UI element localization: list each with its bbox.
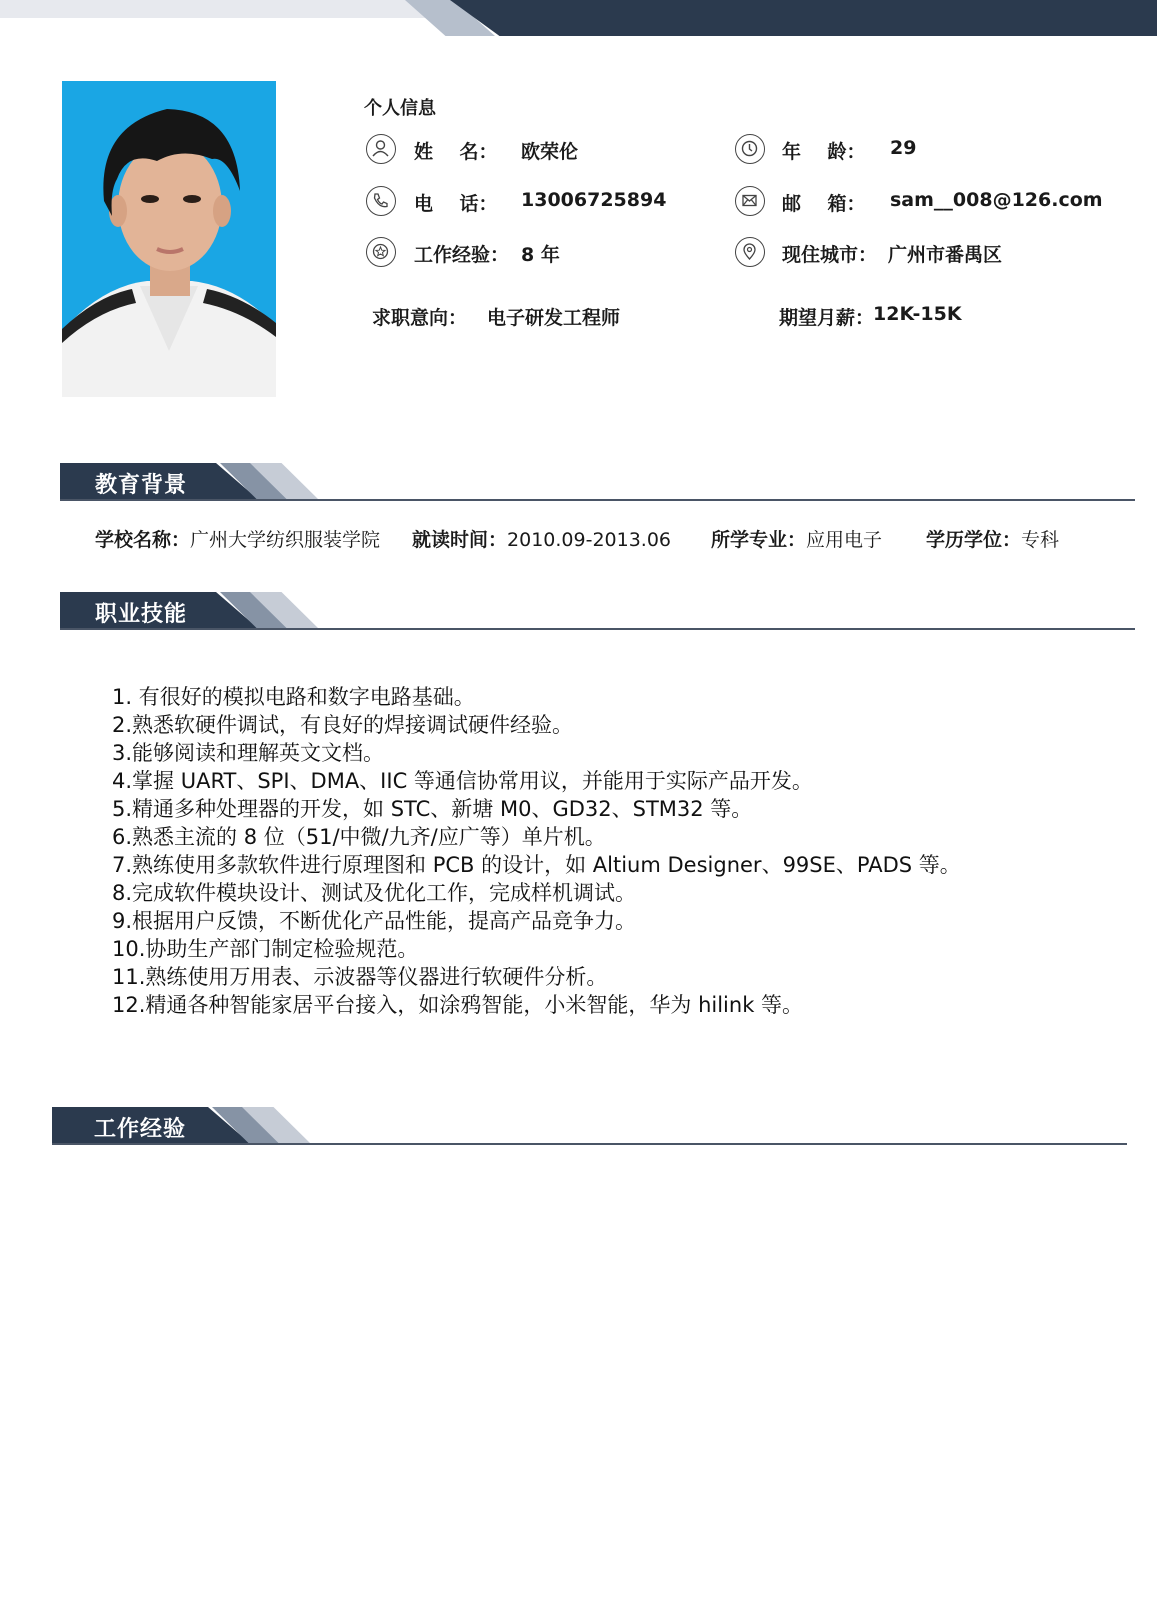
intent-value: 电子研发工程师: [487, 307, 621, 329]
profile-photo: [62, 81, 276, 397]
experience-label: 工作经验：: [414, 244, 510, 266]
period-field: [412, 525, 671, 552]
top-band-dark: [450, 0, 1157, 36]
school-label: 学校名称：: [95, 529, 191, 551]
period-value: 2010.09-2013.06: [507, 529, 672, 551]
skills-header: [60, 592, 360, 630]
intent-label: 求职意向：: [372, 307, 468, 329]
phone-icon: [366, 186, 396, 216]
email-label: 邮 箱：: [782, 193, 866, 215]
person-icon: [366, 134, 396, 164]
list-item: 3.能够阅读和理解英文文档。: [112, 741, 385, 765]
list-item: 8.完成软件模块设计、测试及优化工作，完成样机调试。: [112, 881, 637, 905]
salary-value: 12K-15K: [873, 303, 962, 325]
skills-divider: [60, 628, 1135, 630]
top-band-light: [0, 0, 470, 18]
list-item: 6.熟悉主流的 8 位（51/中微/九齐/应广等）单片机。: [112, 825, 606, 849]
work-divider: [52, 1143, 1127, 1145]
degree-label: 学历学位：: [926, 529, 1022, 551]
list-item: 5.精通多种处理器的开发，如 STC、新塘 M0、GD32、STM32 等。: [112, 797, 753, 821]
salary-label: 期望月薪：: [779, 307, 875, 329]
work-title: 工作经验: [94, 1117, 187, 1142]
list-item: 10.协助生产部门制定检验规范。: [112, 937, 419, 961]
experience-value: 8 年: [521, 244, 560, 266]
list-item: 9.根据用户反馈，不断优化产品性能，提高产品竞争力。: [112, 909, 637, 933]
school-value: 广州大学纺织服装学院: [190, 529, 381, 551]
major-label: 所学专业：: [711, 529, 807, 551]
city-label: 现住城市：: [782, 244, 878, 266]
skills-list: [112, 683, 961, 1019]
list-item: 12.精通各种智能家居平台接入，如涂鸦智能，小米智能，华为 hilink 等。: [112, 993, 804, 1017]
degree-field: [926, 525, 1059, 552]
list-item: 7.熟练使用多款软件进行原理图和 PCB 的设计，如 Altium Designer、99SE、PADS 等。: [112, 853, 961, 877]
education-divider: [60, 499, 1135, 501]
clock-icon: [735, 134, 765, 164]
period-label: 就读时间：: [412, 529, 508, 551]
degree-value: 专科: [1021, 529, 1060, 551]
list-item: 4.掌握 UART、SPI、DMA、IIC 等通信协常用议，并能用于实际产品开发。: [112, 769, 813, 793]
city-value: 广州市番禺区: [888, 244, 1003, 266]
name-label: 姓 名：: [414, 141, 498, 163]
work-header: [52, 1107, 352, 1145]
email-value: sam__008@126.com: [890, 189, 1103, 211]
list-item: 2.熟悉软硬件调试，有良好的焊接调试硬件经验。: [112, 713, 574, 737]
education-header: [60, 463, 360, 501]
school-field: [95, 525, 380, 552]
personal-info-title: 个人信息: [364, 98, 436, 119]
list-item: 1. 有很好的模拟电路和数字电路基础。: [112, 685, 475, 709]
major-value: 应用电子: [806, 529, 883, 551]
age-value: 29: [890, 137, 917, 159]
phone-label: 电 话：: [414, 193, 498, 215]
education-title: 教育背景: [95, 473, 188, 498]
badge-icon: [366, 237, 396, 267]
mail-icon: [735, 186, 765, 216]
skills-title: 职业技能: [95, 602, 188, 627]
name-value: 欧荣伦: [521, 141, 579, 163]
phone-value: 13006725894: [521, 189, 667, 211]
list-item: 11.熟练使用万用表、示波器等仪器进行软硬件分析。: [112, 965, 608, 989]
location-pin-icon: [735, 237, 765, 267]
age-label: 年 龄：: [782, 141, 866, 163]
major-field: [711, 525, 882, 552]
